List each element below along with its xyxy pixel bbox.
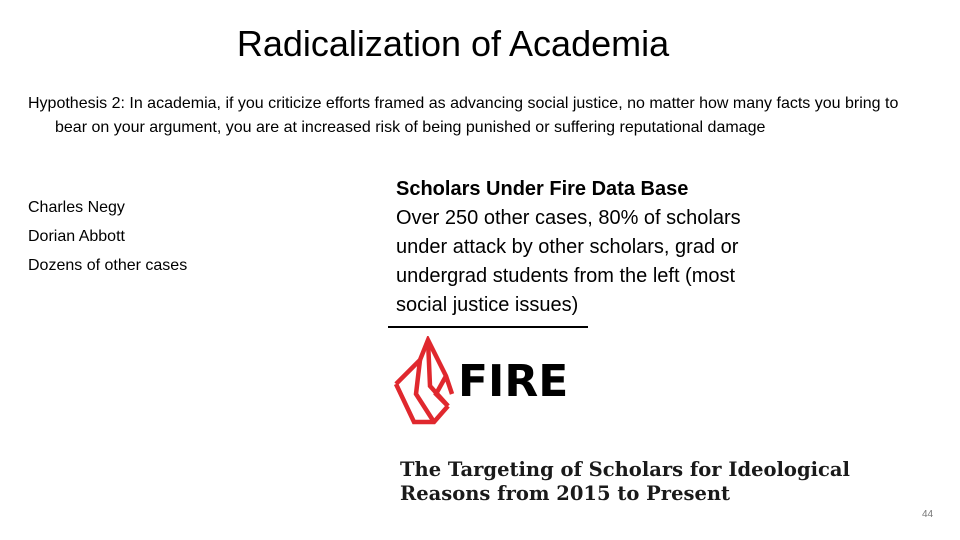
case-item: Dozens of other cases <box>28 257 188 274</box>
case-item: Dorian Abbott <box>28 228 125 245</box>
divider-rule <box>388 326 588 328</box>
database-line: Over 250 other cases, 80% of scholars <box>396 207 741 229</box>
database-block <box>396 175 816 320</box>
report-title-line: Reasons from 2015 to Present <box>400 482 731 505</box>
report-title <box>400 458 880 506</box>
database-line: under attack by other scholars, grad or <box>396 236 739 258</box>
case-list <box>28 196 187 283</box>
flame-strokes <box>396 340 452 422</box>
hypothesis-text: Hypothesis 2: In academia, if you criticize efforts framed as advancing social justice, no matter how many facts you bring to bear on your argument, you are at increased risk of being punished or suffering reputational damage <box>28 95 899 136</box>
database-line: social justice issues) <box>396 294 579 316</box>
case-item: Charles Negy <box>28 199 125 216</box>
database-line: undergrad students from the left (most <box>396 265 736 287</box>
slide-title: Radicalization of Academia <box>236 23 670 64</box>
fire-logo-text: FIRE <box>458 356 569 407</box>
report-title-line: The Targeting of Scholars for Ideological <box>400 458 850 481</box>
database-title: Scholars Under Fire Data Base <box>396 178 689 200</box>
page-number: 44 <box>922 509 934 520</box>
